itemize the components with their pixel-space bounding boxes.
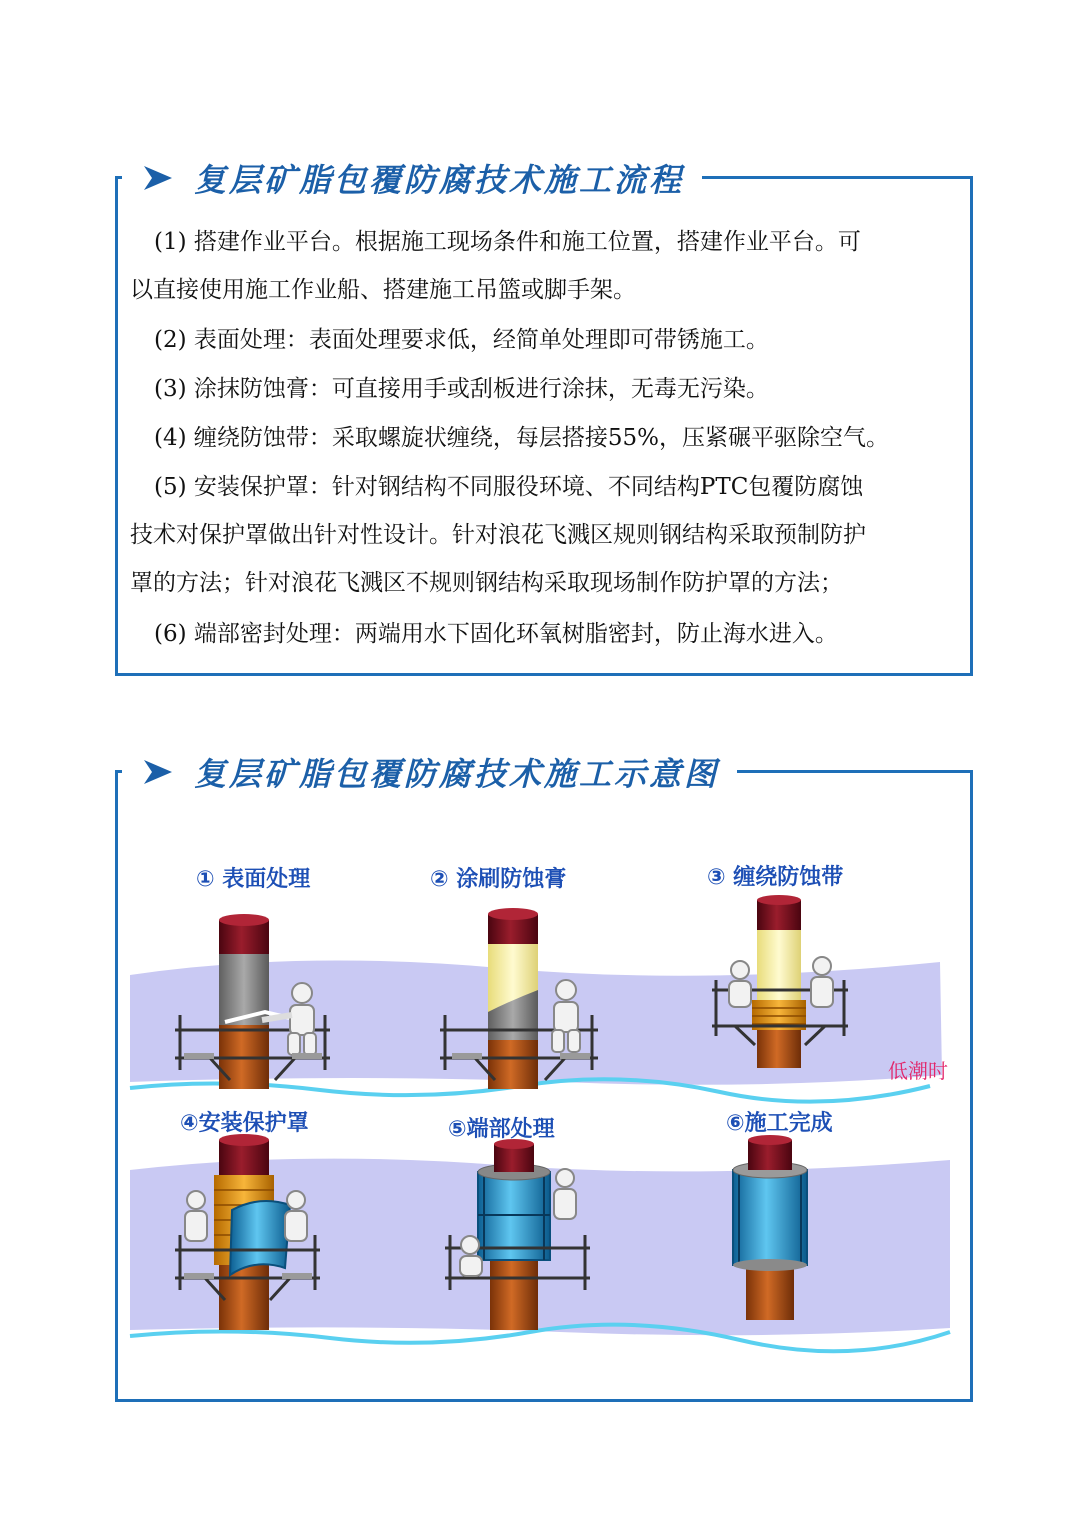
step-4-text: (4) 缠绕防蚀带：采取螺旋状缠绕，每层搭接55%，压紧碾平驱除空气。 <box>154 425 890 451</box>
step-2-text: (2) 表面处理：表面处理要求低，经简单处理即可带锈施工。 <box>154 327 769 353</box>
label-step-1: ① 表面处理 <box>196 867 311 892</box>
low-tide-label: 低潮时 <box>888 1059 948 1083</box>
step-6-text: (6) 端部密封处理：两端用水下固化环氧树脂密封，防止海水进入。 <box>154 621 838 647</box>
diagram-title: 复层矿脂包覆防腐技术施工示意图 <box>194 755 720 793</box>
step-5-text: (5) 安装保护罩：针对钢结构不同服役环境、不同结构PTC包覆防腐蚀 技术对保护罩做出针对性设计。针对浪花飞溅区规则钢结构采取预制防护 罩的方法；针对浪花飞溅区不规则钢结构采取现场制作防护罩的方法； <box>130 474 866 596</box>
label-step-6: ⑥施工完成 <box>726 1111 833 1136</box>
pile-step-2 <box>488 908 538 1089</box>
process-title: 复层矿脂包覆防腐技术施工流程 <box>194 161 685 199</box>
pile-step-3 <box>752 895 806 1068</box>
label-step-2: ② 涂刷防蚀膏 <box>430 867 567 892</box>
step-3-text: (3) 涂抹防蚀膏：可直接用手或刮板进行涂抹，无毒无污染。 <box>154 376 769 402</box>
label-step-4: ④安装保护罩 <box>180 1111 309 1136</box>
label-step-5: ⑤端部处理 <box>448 1117 555 1142</box>
label-step-3: ③ 缠绕防蚀带 <box>707 865 844 890</box>
step-1-text: (1) 搭建作业平台。根据施工现场条件和施工位置，搭建作业平台。可 以直接使用施工作业船、搭建施工吊篮或脚手架。 <box>130 229 861 303</box>
